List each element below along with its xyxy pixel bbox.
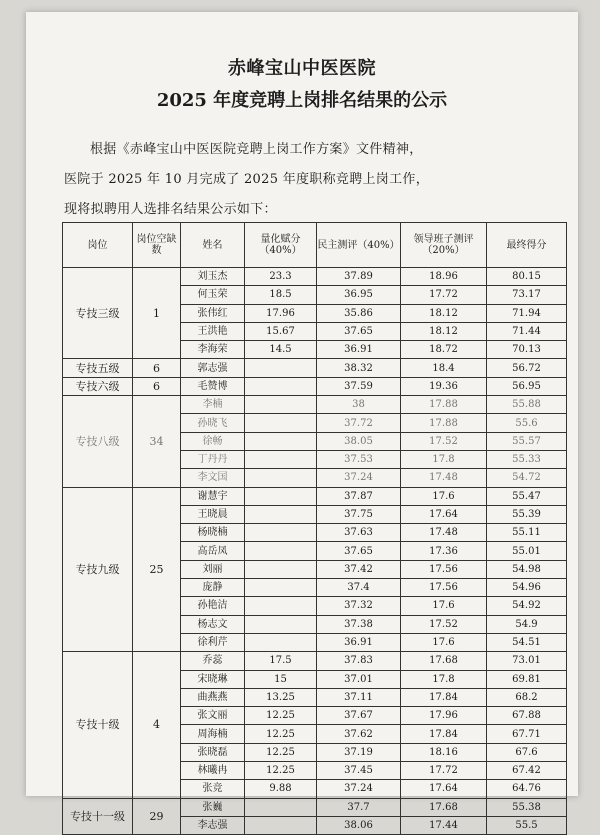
quant-cell xyxy=(245,597,317,615)
final-score-cell: 55.57 xyxy=(487,432,567,450)
leadership-cell: 17.72 xyxy=(401,286,487,304)
democratic-cell: 36.95 xyxy=(317,286,401,304)
democratic-cell: 37.63 xyxy=(317,524,401,542)
quant-cell: 17.5 xyxy=(245,652,317,670)
democratic-cell: 38.06 xyxy=(317,816,401,834)
name-cell: 曲燕燕 xyxy=(181,688,245,706)
democratic-cell: 38.32 xyxy=(317,359,401,377)
leadership-cell: 17.72 xyxy=(401,762,487,780)
name-cell: 刘玉杰 xyxy=(181,268,245,286)
democratic-cell: 37.24 xyxy=(317,469,401,487)
quant-cell xyxy=(245,469,317,487)
name-cell: 王晓晨 xyxy=(181,505,245,523)
quant-cell xyxy=(245,524,317,542)
leadership-cell: 17.36 xyxy=(401,542,487,560)
final-score-cell: 70.13 xyxy=(487,341,567,359)
final-score-cell: 67.42 xyxy=(487,762,567,780)
democratic-cell: 37.67 xyxy=(317,707,401,725)
table-body xyxy=(63,268,567,835)
leadership-cell: 17.64 xyxy=(401,505,487,523)
leadership-cell: 17.8 xyxy=(401,670,487,688)
final-score-cell: 55.47 xyxy=(487,487,567,505)
democratic-cell: 37.87 xyxy=(317,487,401,505)
vacancy-cell: 1 xyxy=(133,268,181,359)
paragraph-1: 根据《赤峰宝山中医医院竞聘上岗工作方案》文件精神， xyxy=(90,142,423,157)
vacancy-cell: 6 xyxy=(133,377,181,395)
leadership-cell: 19.36 xyxy=(401,377,487,395)
table-row xyxy=(63,487,567,505)
name-cell: 林曦冉 xyxy=(181,762,245,780)
name-cell: 李楠 xyxy=(181,396,245,414)
quant-cell xyxy=(245,798,317,816)
democratic-cell: 37.53 xyxy=(317,450,401,468)
final-score-cell: 64.76 xyxy=(487,780,567,798)
final-score-cell: 55.5 xyxy=(487,816,567,834)
democratic-cell: 37.19 xyxy=(317,743,401,761)
table-row xyxy=(63,652,567,670)
leadership-cell: 18.96 xyxy=(401,268,487,286)
name-cell: 张文丽 xyxy=(181,707,245,725)
final-score-cell: 67.71 xyxy=(487,725,567,743)
header-quant: 量化赋分（40%） xyxy=(245,223,317,268)
header-leadership: 领导班子测评（20%） xyxy=(401,223,487,268)
leadership-cell: 17.48 xyxy=(401,469,487,487)
name-cell: 郭志强 xyxy=(181,359,245,377)
quant-cell xyxy=(245,816,317,834)
header-name: 姓名 xyxy=(181,223,245,268)
name-cell: 张巍 xyxy=(181,798,245,816)
quant-cell: 17.96 xyxy=(245,304,317,322)
quant-cell: 15.67 xyxy=(245,322,317,340)
name-cell: 张晓磊 xyxy=(181,743,245,761)
final-score-cell: 54.72 xyxy=(487,469,567,487)
name-cell: 徐畅 xyxy=(181,432,245,450)
leadership-cell: 17.52 xyxy=(401,615,487,633)
quant-cell xyxy=(245,633,317,651)
democratic-cell: 38 xyxy=(317,396,401,414)
quant-cell xyxy=(245,432,317,450)
leadership-cell: 17.88 xyxy=(401,414,487,432)
democratic-cell: 35.86 xyxy=(317,304,401,322)
name-cell: 杨志文 xyxy=(181,615,245,633)
final-score-cell: 55.01 xyxy=(487,542,567,560)
final-score-cell: 54.96 xyxy=(487,579,567,597)
quant-cell xyxy=(245,450,317,468)
name-cell: 孙艳洁 xyxy=(181,597,245,615)
quant-cell xyxy=(245,542,317,560)
democratic-cell: 37.7 xyxy=(317,798,401,816)
final-score-cell: 68.2 xyxy=(487,688,567,706)
vacancy-cell: 29 xyxy=(133,798,181,835)
leadership-cell: 17.44 xyxy=(401,816,487,834)
democratic-cell: 37.89 xyxy=(317,268,401,286)
final-score-cell: 56.72 xyxy=(487,359,567,377)
quant-cell: 14.5 xyxy=(245,341,317,359)
table-row xyxy=(63,359,567,377)
leadership-cell: 18.16 xyxy=(401,743,487,761)
post-cell: 专技九级 xyxy=(63,487,133,652)
header-democratic: 民主测评（40%） xyxy=(317,223,401,268)
leadership-cell: 18.4 xyxy=(401,359,487,377)
democratic-cell: 37.01 xyxy=(317,670,401,688)
democratic-cell: 37.65 xyxy=(317,542,401,560)
final-score-cell: 71.94 xyxy=(487,304,567,322)
vacancy-cell: 34 xyxy=(133,396,181,487)
leadership-cell: 17.8 xyxy=(401,450,487,468)
quant-cell xyxy=(245,487,317,505)
leadership-cell: 17.52 xyxy=(401,432,487,450)
democratic-cell: 36.91 xyxy=(317,341,401,359)
democratic-cell: 37.59 xyxy=(317,377,401,395)
democratic-cell: 37.83 xyxy=(317,652,401,670)
leadership-cell: 17.68 xyxy=(401,652,487,670)
post-cell: 专技八级 xyxy=(63,396,133,487)
final-score-cell: 80.15 xyxy=(487,268,567,286)
quant-cell xyxy=(245,359,317,377)
name-cell: 张伟红 xyxy=(181,304,245,322)
final-score-cell: 73.01 xyxy=(487,652,567,670)
final-score-cell: 55.39 xyxy=(487,505,567,523)
leadership-cell: 17.56 xyxy=(401,560,487,578)
document-page xyxy=(26,12,578,832)
final-score-cell: 55.11 xyxy=(487,524,567,542)
post-cell: 专技十级 xyxy=(63,652,133,798)
name-cell: 毛赞博 xyxy=(181,377,245,395)
table-row xyxy=(63,798,567,816)
name-cell: 高岳凤 xyxy=(181,542,245,560)
name-cell: 李文国 xyxy=(181,469,245,487)
quant-cell: 12.25 xyxy=(245,707,317,725)
final-score-cell: 67.88 xyxy=(487,707,567,725)
democratic-cell: 37.72 xyxy=(317,414,401,432)
leadership-cell: 17.48 xyxy=(401,524,487,542)
democratic-cell: 37.62 xyxy=(317,725,401,743)
quant-cell xyxy=(245,396,317,414)
paragraph-3: 现将拟聘用人选排名结果公示如下： xyxy=(64,202,277,217)
name-cell: 宋晓琳 xyxy=(181,670,245,688)
name-cell: 徐利芹 xyxy=(181,633,245,651)
name-cell: 何玉荣 xyxy=(181,286,245,304)
quant-cell xyxy=(245,377,317,395)
name-cell: 丁丹丹 xyxy=(181,450,245,468)
leadership-cell: 18.72 xyxy=(401,341,487,359)
final-score-cell: 55.33 xyxy=(487,450,567,468)
democratic-cell: 37.24 xyxy=(317,780,401,798)
leadership-cell: 17.96 xyxy=(401,707,487,725)
ranking-table xyxy=(62,222,567,835)
name-cell: 孙晓飞 xyxy=(181,414,245,432)
democratic-cell: 37.32 xyxy=(317,597,401,615)
leadership-cell: 18.12 xyxy=(401,322,487,340)
quant-cell xyxy=(245,560,317,578)
quant-cell: 12.25 xyxy=(245,743,317,761)
leadership-cell: 18.12 xyxy=(401,304,487,322)
democratic-cell: 37.45 xyxy=(317,762,401,780)
final-score-cell: 55.6 xyxy=(487,414,567,432)
header-vacancy: 岗位空缺数 xyxy=(133,223,181,268)
quant-cell xyxy=(245,505,317,523)
vacancy-cell: 4 xyxy=(133,652,181,798)
table-row xyxy=(63,377,567,395)
name-cell: 杨晓楠 xyxy=(181,524,245,542)
leadership-cell: 17.64 xyxy=(401,780,487,798)
table-row xyxy=(63,396,567,414)
democratic-cell: 37.11 xyxy=(317,688,401,706)
final-score-cell: 54.92 xyxy=(487,597,567,615)
final-score-cell: 54.98 xyxy=(487,560,567,578)
document-title: 赤峰宝山中医医院 xyxy=(228,58,376,79)
final-score-cell: 56.95 xyxy=(487,377,567,395)
leadership-cell: 17.6 xyxy=(401,597,487,615)
quant-cell: 13.25 xyxy=(245,688,317,706)
quant-cell: 18.5 xyxy=(245,286,317,304)
democratic-cell: 37.38 xyxy=(317,615,401,633)
final-score-cell: 71.44 xyxy=(487,322,567,340)
header-final: 最终得分 xyxy=(487,223,567,268)
post-cell: 专技三级 xyxy=(63,268,133,359)
name-cell: 谢慧宇 xyxy=(181,487,245,505)
header-post: 岗位 xyxy=(63,223,133,268)
quant-cell: 9.88 xyxy=(245,780,317,798)
name-cell: 李志强 xyxy=(181,816,245,834)
quant-cell: 12.25 xyxy=(245,725,317,743)
democratic-cell: 37.42 xyxy=(317,560,401,578)
final-score-cell: 73.17 xyxy=(487,286,567,304)
post-cell: 专技六级 xyxy=(63,377,133,395)
leadership-cell: 17.84 xyxy=(401,725,487,743)
name-cell: 庞静 xyxy=(181,579,245,597)
democratic-cell: 37.75 xyxy=(317,505,401,523)
table-row xyxy=(63,268,567,286)
quant-cell xyxy=(245,615,317,633)
democratic-cell: 38.05 xyxy=(317,432,401,450)
quant-cell: 23.3 xyxy=(245,268,317,286)
name-cell: 王洪艳 xyxy=(181,322,245,340)
name-cell: 张竞 xyxy=(181,780,245,798)
final-score-cell: 54.9 xyxy=(487,615,567,633)
final-score-cell: 55.88 xyxy=(487,396,567,414)
leadership-cell: 17.68 xyxy=(401,798,487,816)
leadership-cell: 17.6 xyxy=(401,487,487,505)
name-cell: 李海荣 xyxy=(181,341,245,359)
name-cell: 乔蕊 xyxy=(181,652,245,670)
leadership-cell: 17.84 xyxy=(401,688,487,706)
leadership-cell: 17.56 xyxy=(401,579,487,597)
democratic-cell: 37.4 xyxy=(317,579,401,597)
name-cell: 刘丽 xyxy=(181,560,245,578)
democratic-cell: 36.91 xyxy=(317,633,401,651)
quant-cell: 12.25 xyxy=(245,762,317,780)
post-cell: 专技五级 xyxy=(63,359,133,377)
post-cell: 专技十一级 xyxy=(63,798,133,835)
final-score-cell: 55.38 xyxy=(487,798,567,816)
leadership-cell: 17.6 xyxy=(401,633,487,651)
quant-cell xyxy=(245,579,317,597)
document-subtitle: 2025 年度竞聘上岗排名结果的公示 xyxy=(156,90,448,111)
name-cell: 周海楠 xyxy=(181,725,245,743)
vacancy-cell: 6 xyxy=(133,359,181,377)
vacancy-cell: 25 xyxy=(133,487,181,652)
final-score-cell: 54.51 xyxy=(487,633,567,651)
final-score-cell: 67.6 xyxy=(487,743,567,761)
leadership-cell: 17.88 xyxy=(401,396,487,414)
table-header-row xyxy=(63,223,567,268)
paragraph-2: 医院于 2025 年 10 月完成了 2025 年度职称竞聘上岗工作， xyxy=(64,172,430,187)
quant-cell xyxy=(245,414,317,432)
final-score-cell: 69.81 xyxy=(487,670,567,688)
democratic-cell: 37.65 xyxy=(317,322,401,340)
quant-cell: 15 xyxy=(245,670,317,688)
